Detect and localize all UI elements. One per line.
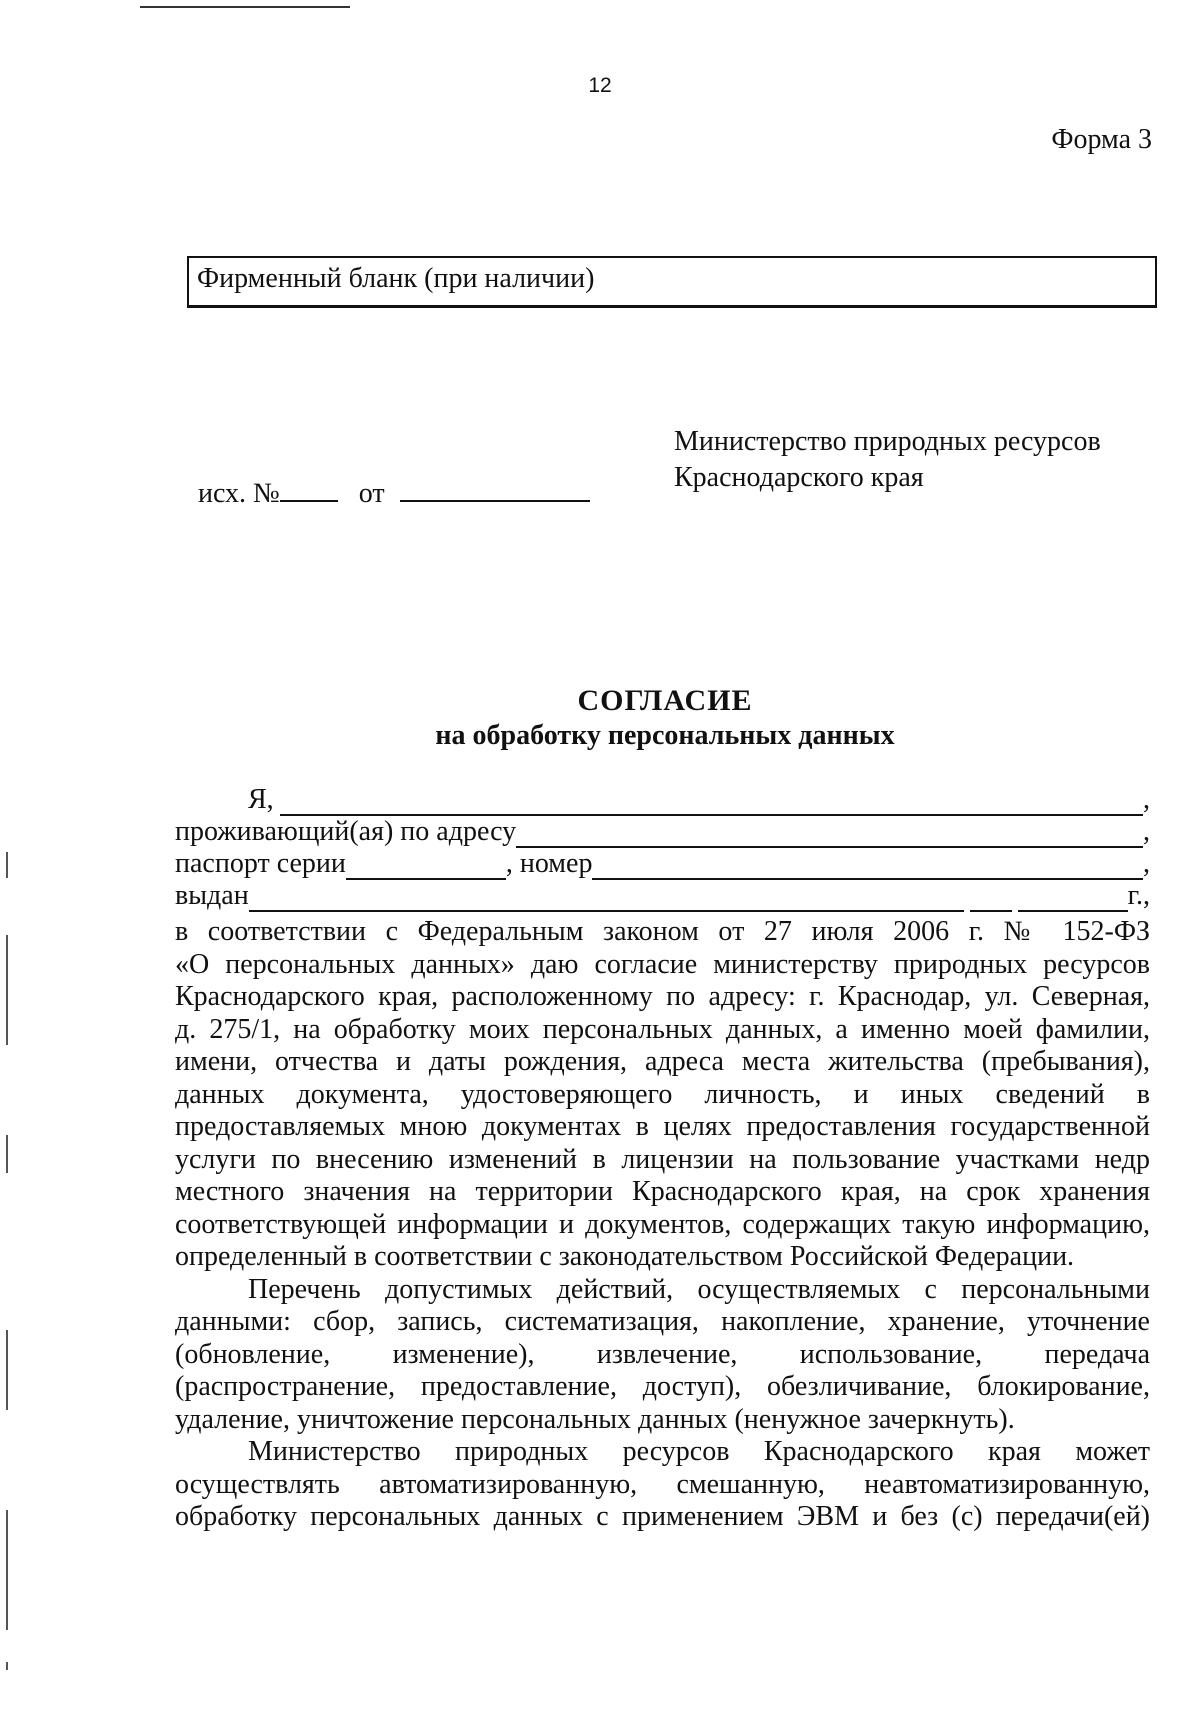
consent-body — [175, 916, 1150, 1534]
letterhead-label: Фирменный бланк (при наличии) — [197, 263, 595, 294]
text-line: данными: сбор, запись, систематизация, накопление, хранение, уточнение — [175, 1306, 1150, 1337]
scan-margin-mark — [6, 852, 8, 878]
text-line: удаление, уничтожение персональных данных (ненужное зачеркнуть). — [175, 1403, 1015, 1435]
issued-row — [175, 880, 1150, 912]
page-number: 12 — [588, 74, 612, 97]
scan-margin-mark — [6, 1330, 8, 1410]
top-scan-line — [140, 6, 350, 8]
actions-paragraph — [175, 1274, 1150, 1437]
issued-year-blank[interactable] — [1018, 888, 1128, 912]
text-line: предоставляемых мною документах в целях предоставления государственной — [175, 1111, 1150, 1142]
scan-margin-mark — [6, 1510, 8, 1630]
name-label: Я, — [248, 784, 274, 815]
text-line: Перечень допустимых действий, осуществляемых с персональными — [248, 1273, 1150, 1305]
passport-series-blank[interactable] — [346, 856, 506, 880]
passport-number-blank[interactable] — [592, 856, 1143, 880]
full-name-blank[interactable] — [280, 792, 1143, 816]
passport-row — [175, 848, 1150, 880]
issued-date-blank[interactable] — [970, 888, 1012, 912]
text-line: «О персональных данных» даю согласие министерству природных ресурсов — [175, 948, 1150, 980]
address-blank[interactable] — [516, 824, 1143, 848]
personal-data-fields — [175, 784, 1150, 912]
text-line: имени, отчества и даты рождения, адреса места жительства (пребывания), — [175, 1046, 1150, 1077]
document-subtitle: на обработку персональных данных — [435, 720, 895, 751]
document-title: СОГЛАСИЕ — [577, 684, 753, 717]
letterhead-box — [187, 256, 1157, 308]
text-line: осуществлять автоматизированную, смешанную, неавтоматизированную, — [175, 1468, 1150, 1500]
scan-margin-mark — [6, 1135, 8, 1173]
passport-number-label: , номер — [505, 848, 593, 879]
scan-margin-mark — [6, 1662, 8, 1670]
text-line: определенный в соответствии с законодательством Российской Федерации. — [175, 1241, 1075, 1272]
outgoing-number-blank[interactable] — [280, 478, 338, 502]
scan-margin-mark — [6, 935, 8, 1045]
issued-by-blank[interactable] — [249, 888, 964, 912]
outgoing-number-label: исх. № — [198, 478, 280, 509]
text-line: данных документа, удостоверяющего личность, и иных сведений в — [175, 1078, 1150, 1110]
outgoing-date-blank[interactable] — [400, 478, 590, 502]
passport-series-label: паспорт серии — [175, 848, 346, 879]
text-line: обработку персональных данных с применением ЭВМ и без (с) передачи(ей) — [175, 1501, 1150, 1532]
issued-label: выдан — [175, 880, 249, 911]
text-line: услуги по внесению изменений в лицензии на пользование участками недр — [175, 1143, 1150, 1175]
text-line: (обновление, изменение), извлечение, использование, передача — [175, 1338, 1150, 1370]
text-line: (распространение, предоставление, доступ), обезличивание, блокирование, — [175, 1371, 1150, 1402]
addressee-line-2: Краснодарского края — [674, 462, 924, 493]
addressee — [674, 424, 1101, 496]
text-line: в соответствии с Федеральным законом от 27 июля 2006 г. № 152-ФЗ — [175, 916, 1150, 947]
address-row — [175, 816, 1150, 848]
text-line: местного значения на территории Краснодарского края, на срок хранения — [175, 1176, 1150, 1207]
text-line: д. 275/1, на обработку моих персональных данных, а именно моей фамилии, — [175, 1013, 1150, 1045]
name-row — [175, 784, 1150, 816]
consent-paragraph — [175, 916, 1150, 1274]
outgoing-number-line — [198, 478, 590, 510]
name-comma: , — [1143, 784, 1150, 815]
passport-comma: , — [1143, 848, 1150, 879]
issued-year-suffix: г., — [1127, 880, 1150, 911]
ministry-paragraph — [175, 1436, 1150, 1534]
text-line: Краснодарского края, расположенному по адресу: г. Краснодар, ул. Северная, — [175, 981, 1150, 1012]
text-line: Министерство природных ресурсов Краснодарского края может — [248, 1436, 1150, 1467]
outgoing-date-label: от — [358, 478, 385, 509]
text-line: соответствующей информации и документов, содержащих такую информацию, — [175, 1208, 1150, 1240]
address-comma: , — [1143, 816, 1150, 847]
address-label: проживающий(ая) по адресу — [175, 816, 517, 847]
addressee-line-1: Министерство природных ресурсов — [674, 426, 1101, 457]
form-label: Форма 3 — [1051, 124, 1152, 155]
